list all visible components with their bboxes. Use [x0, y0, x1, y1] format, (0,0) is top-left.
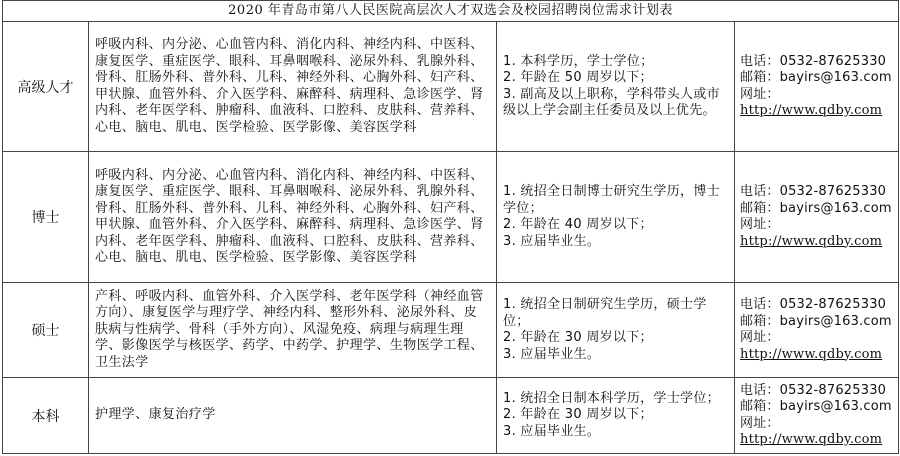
requirement-item: 2. 年龄在 30 周岁以下；: [503, 330, 653, 345]
table-title: 2020 年青岛市第八人民医院高层次人才双选会及校园招聘岗位需求计划表: [3, 1, 899, 22]
contact-cell: [735, 22, 899, 152]
contact-cell: [735, 283, 899, 378]
contact-site-link[interactable]: http://www.qdby.com: [740, 103, 883, 118]
table-row: [3, 378, 899, 454]
table-row: [3, 22, 899, 152]
contact-site-label: 网址：: [740, 415, 780, 431]
contact-site-label: 网址：: [740, 217, 780, 232]
title-row: [3, 1, 899, 22]
majors-cell: 产科、呼吸内科、血管外科、介入医学科、老年医学科（神经血管方向）、康复医学与理疗学、神经内科、整形外科、泌尿外科、皮肤病与性病学、骨科（手外方向）、风湿免疫、病理与病理生理学、影像医学与核医学、药学、中药学、护理学、生物医学工程、卫生法学: [89, 283, 497, 378]
contact-cell: [735, 378, 899, 454]
requirements-cell: [497, 378, 735, 454]
majors-cell: 呼吸内科、内分泌、心血管内科、消化内科、神经内科、中医科、康复医学、重症医学、眼科、耳鼻咽喉科、泌尿外科、乳腺外科、骨科、肛肠外科、普外科、儿科、神经外科、心胸外科、妇产科、甲状腺、血管外科、介入医学科、麻醉科、病理科、急诊医学、肾内科、老年医学科、肿瘤科、血液科、口腔科、皮肤科、营养科、心电、脑电、肌电、医学检验、医学影像、美容医学科: [89, 152, 497, 283]
requirement-item: 3. 应届毕业生。: [503, 346, 601, 362]
requirement-item: 3. 应届毕业生。: [503, 423, 601, 439]
contact-email: 邮箱：bayirs@163.com: [740, 70, 892, 85]
requirement-item: 3. 应届毕业生。: [503, 233, 601, 249]
recruitment-table-sheet: [2, 0, 898, 454]
majors-cell: 呼吸内科、内分泌、心血管内科、消化内科、神经内科、中医科、康复医学、重症医学、眼科、耳鼻咽喉科、泌尿外科、乳腺外科、骨科、肛肠外科、普外科、儿科、神经外科、心胸外科、妇产科、甲状腺、血管外科、介入医学科、麻醉科、病理科、急诊医学、肾内科、老年医学科、肿瘤科、血液科、口腔科、皮肤科、营养科、心电、脑电、肌电、医学检验、医学影像、美容医学科: [89, 22, 497, 152]
contact-phone: 电话：0532-87625330: [740, 297, 887, 312]
contact-email: 邮箱：bayirs@163.com: [740, 399, 892, 414]
table-row: [3, 152, 899, 283]
contact-phone: 电话：0532-87625330: [740, 53, 887, 69]
requirements-cell: [497, 152, 735, 283]
requirements-cell: [497, 283, 735, 378]
requirements-cell: [497, 22, 735, 152]
contact-site-label: 网址：: [740, 330, 780, 345]
requirement-item: 1. 本科学历，学士学位；: [503, 53, 654, 69]
requirement-item: 2. 年龄在 50 周岁以下；: [503, 70, 653, 85]
contact-cell: [735, 152, 899, 283]
contact-phone: 电话：0532-87625330: [740, 382, 887, 398]
level-cell: 博士: [3, 152, 89, 283]
recruitment-table: [2, 0, 899, 454]
requirement-item: 1. 统招全日制本科学历，学士学位；: [503, 390, 720, 406]
requirement-item: 1. 统招全日制研究生学历，硕士学位；: [503, 297, 707, 329]
contact-site-link[interactable]: http://www.qdby.com: [740, 233, 883, 249]
level-cell: 硕士: [3, 283, 89, 378]
contact-site-label: 网址：: [740, 86, 780, 102]
level-cell: 高级人才: [3, 22, 89, 152]
contact-email: 邮箱：bayirs@163.com: [740, 313, 892, 329]
requirement-item: 3. 副高及以上职称，学科带头人或市级以上学会副主任委员及以上优先。: [503, 86, 720, 118]
contact-email: 邮箱：bayirs@163.com: [740, 200, 892, 216]
majors-cell: 护理学、康复治疗学: [89, 378, 497, 454]
contact-site-link[interactable]: http://www.qdby.com: [740, 432, 883, 447]
requirement-item: 2. 年龄在 30 周岁以下；: [503, 407, 653, 423]
requirement-item: 1. 统招全日制博士研究生学历，博士学位；: [503, 184, 720, 216]
level-cell: 本科: [3, 378, 89, 454]
contact-phone: 电话：0532-87625330: [740, 184, 887, 199]
contact-site-link[interactable]: http://www.qdby.com: [740, 346, 883, 362]
table-row: [3, 283, 899, 378]
requirement-item: 2. 年龄在 40 周岁以下；: [503, 217, 653, 232]
